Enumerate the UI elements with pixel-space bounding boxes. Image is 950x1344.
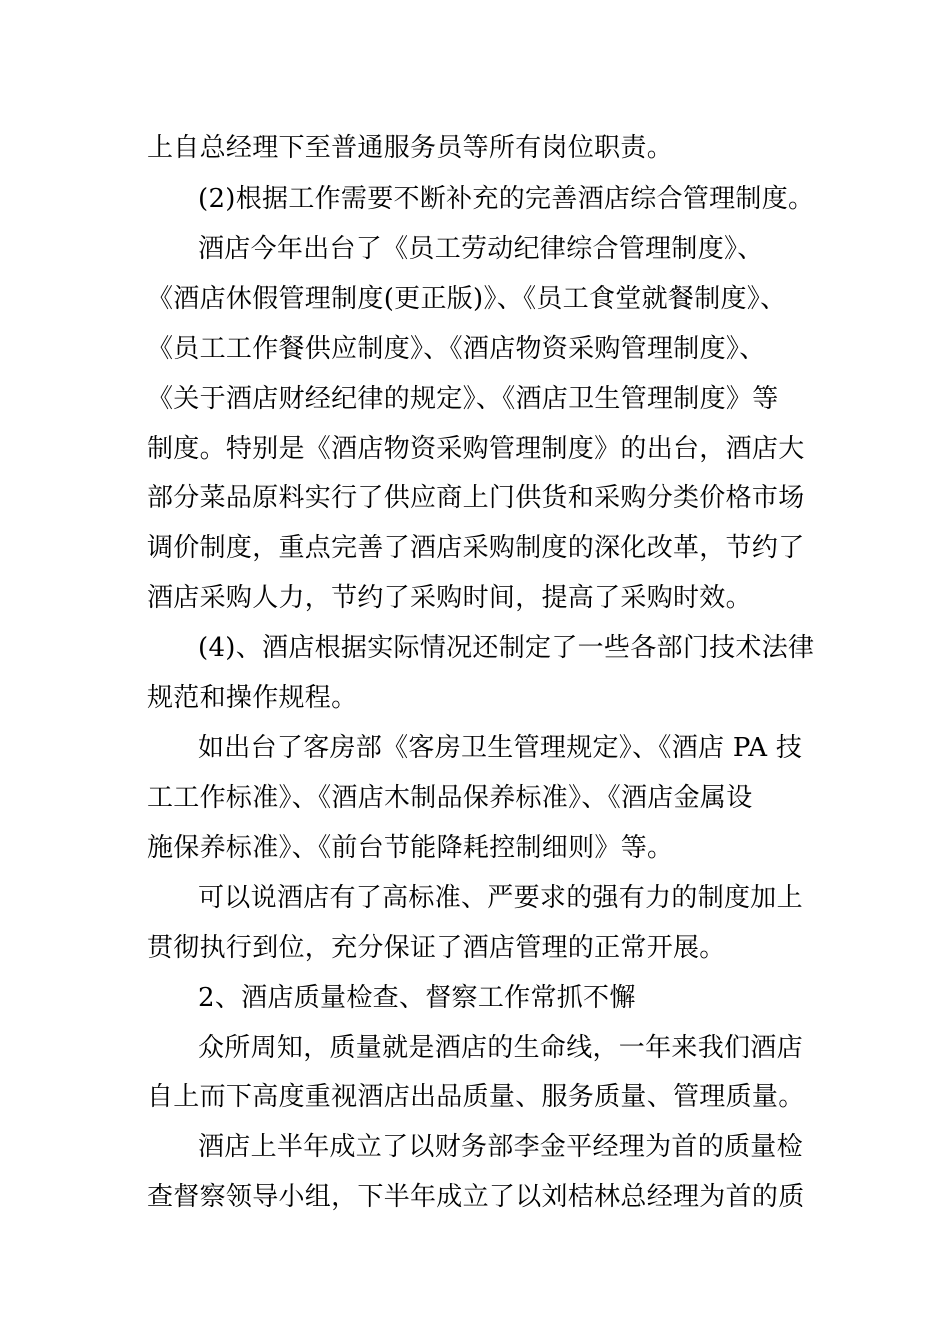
text-line: 施保养标准》、《前台节能降耗控制细则》等。 — [147, 833, 674, 863]
text-line: 酒店采购人力，节约了采购时间，提高了采购时效。 — [147, 583, 752, 613]
text-line: 自上而下高度重视酒店出品质量、服务质量、管理质量。 — [147, 1082, 805, 1112]
text-line: 规范和操作规程。 — [147, 683, 358, 713]
text-line: 众所周知，质量就是酒店的生命线，一年来我们酒店 — [198, 1033, 803, 1063]
text-line: 上自总经理下至普通服务员等所有岗位职责。 — [147, 133, 674, 163]
text-line: (4)、酒店根据实际情况还制定了一些各部门技术法律 — [198, 633, 815, 663]
text-line: 制度。特别是《酒店物资采购管理制度》的出台，酒店大 — [147, 434, 805, 464]
text-line: (2)根据工作需要不断补充的完善酒店综合管理制度。 — [198, 184, 815, 214]
text-line: 贯彻执行到位，充分保证了酒店管理的正常开展。 — [147, 933, 726, 963]
text-line: 《员工工作餐供应制度》、《酒店物资采购管理制度》、 — [147, 334, 766, 364]
text-line: 如出台了客房部《客房卫生管理规定》、《酒店 PA 技 — [198, 733, 803, 763]
text-line: 《关于酒店财经纪律的规定》、《酒店卫生管理制度》等 — [147, 384, 779, 414]
text-line: 可以说酒店有了高标准、严要求的强有力的制度加上 — [198, 883, 803, 913]
section-heading: 2、酒店质量检查、督察工作常抓不懈 — [198, 983, 636, 1013]
text-line: 工工作标准》、《酒店木制品保养标准》、《酒店金属设 — [147, 783, 753, 813]
text-line: 酒店上半年成立了以财务部李金平经理为首的质量检 — [198, 1132, 803, 1162]
text-line: 《酒店休假管理制度(更正版)》、《员工食堂就餐制度》、 — [147, 284, 787, 314]
text-line: 酒店今年出台了《员工劳动纪律综合管理制度》、 — [198, 234, 764, 264]
text-line: 部分菜品原料实行了供应商上门供货和采购分类价格市场 — [147, 483, 805, 513]
text-line: 调价制度，重点完善了酒店采购制度的深化改革，节约了 — [147, 533, 805, 563]
text-line: 查督察领导小组，下半年成立了以刘桔林总经理为首的质 — [147, 1182, 805, 1212]
